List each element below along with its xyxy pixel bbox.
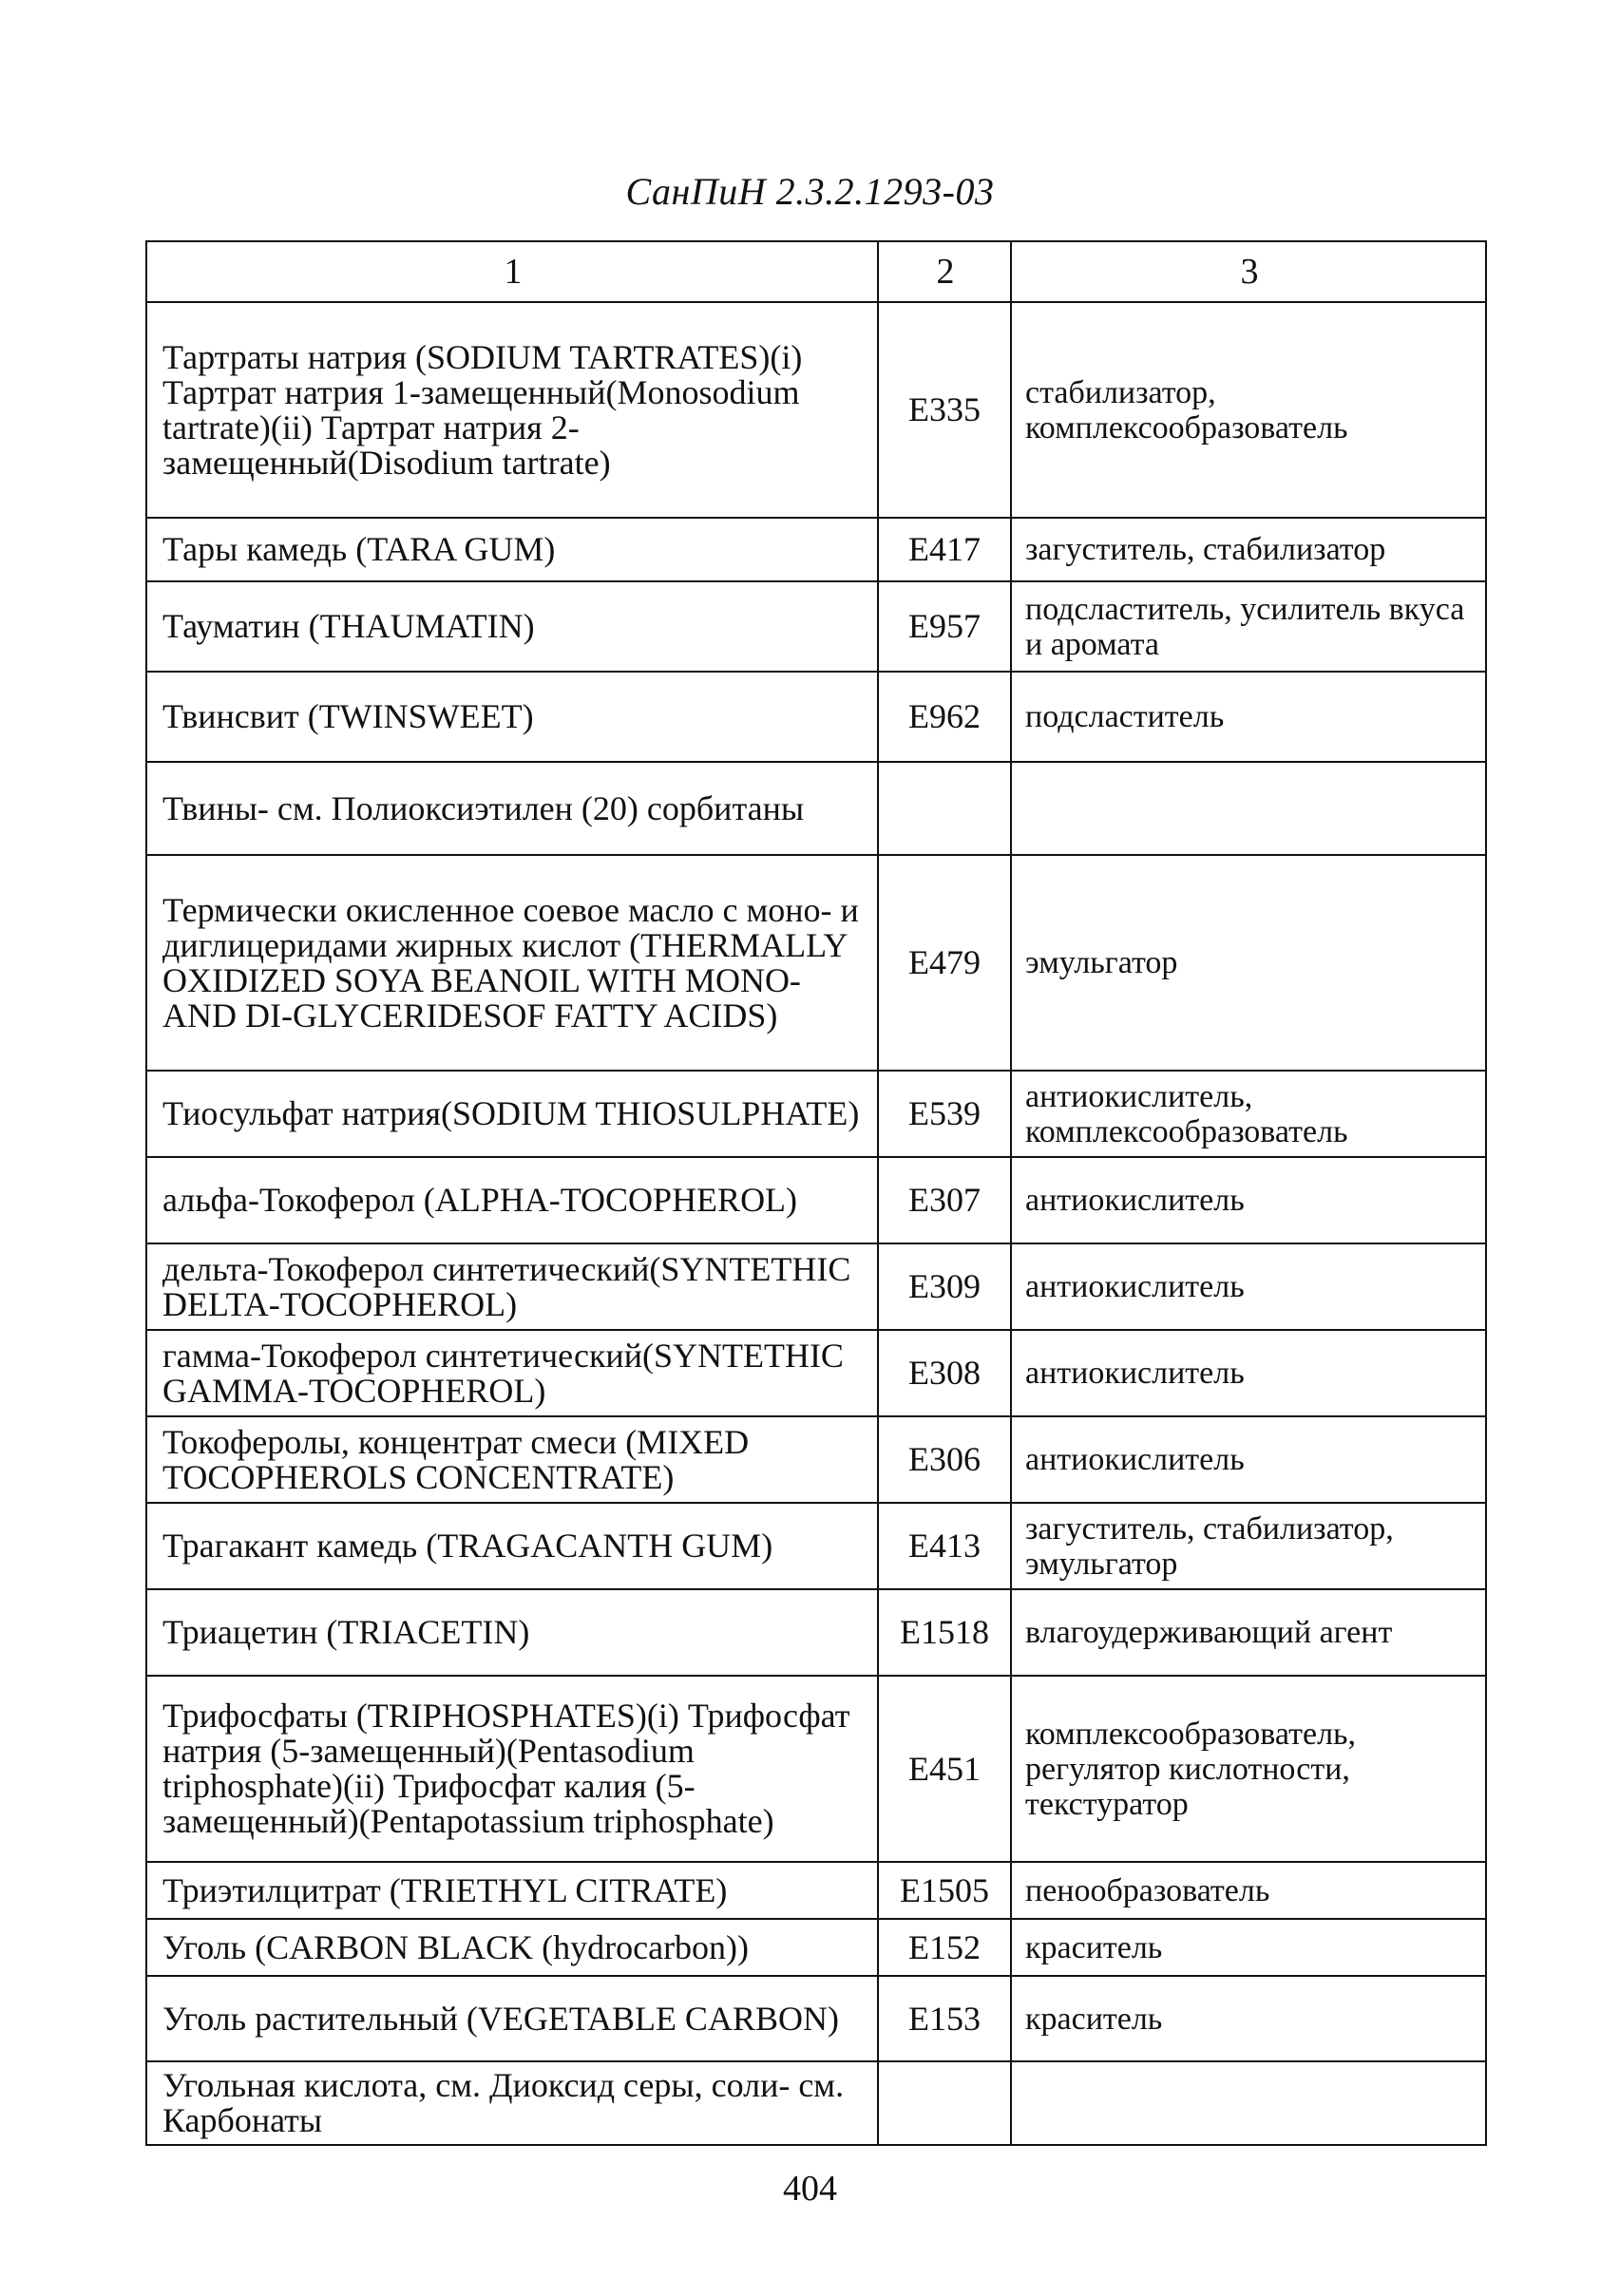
additive-name: Триэтилцитрат (TRIETHYL CITRATE) [146, 1862, 878, 1919]
table-header-row [146, 241, 1486, 302]
additive-function: антиокислитель [1011, 1157, 1486, 1243]
e-code: E539 [878, 1071, 1011, 1157]
table-row [146, 1589, 1486, 1676]
table-row [146, 1416, 1486, 1503]
table-row [146, 302, 1486, 518]
e-code: E413 [878, 1503, 1011, 1589]
table-row [146, 1157, 1486, 1243]
additive-name: Тартраты натрия (SODIUM TARTRATES)(i) Тартрат натрия 1-замещенный(Monosodium tartrate)(ii) Тартрат натрия 2-замещенный(Disodium tartrate) [146, 302, 878, 518]
additive-name: гамма-Токоферол синтетический(SYNTETHIC GAMMA-TOCOPHEROL) [146, 1330, 878, 1416]
additive-name: Твины- см. Полиоксиэтилен (20) сорбитаны [146, 762, 878, 855]
additive-function: подсластитель [1011, 672, 1486, 762]
additive-name: Токоферолы, концентрат смеси (MIXED TOCOPHEROLS CONCENTRATE) [146, 1416, 878, 1503]
additive-function: подсластитель, усилитель вкуса и аромата [1011, 581, 1486, 672]
additive-function: комплексообразователь, регулятор кислотности, текстуратор [1011, 1676, 1486, 1862]
e-code: E957 [878, 581, 1011, 672]
additive-function: краситель [1011, 1976, 1486, 2061]
table-row [146, 762, 1486, 855]
e-code [878, 762, 1011, 855]
e-code: E152 [878, 1919, 1011, 1976]
additives-table [145, 240, 1487, 2146]
additive-name: Угольная кислота, см. Диоксид серы, соли- см. Карбонаты [146, 2061, 878, 2145]
table-row [146, 1862, 1486, 1919]
e-code: E153 [878, 1976, 1011, 2061]
e-code: E307 [878, 1157, 1011, 1243]
additive-name: альфа-Токоферол (ALPHA-TOCOPHEROL) [146, 1157, 878, 1243]
additive-function: влагоудерживающий агент [1011, 1589, 1486, 1676]
e-code: E306 [878, 1416, 1011, 1503]
e-code: E1505 [878, 1862, 1011, 1919]
column-header-3: 3 [1011, 241, 1486, 302]
additive-function: загуститель, стабилизатор, эмульгатор [1011, 1503, 1486, 1589]
additive-function: антиокислитель [1011, 1330, 1486, 1416]
e-code: E335 [878, 302, 1011, 518]
additive-name: Уголь (CARBON BLACK (hydrocarbon)) [146, 1919, 878, 1976]
table-row [146, 855, 1486, 1071]
additive-name: Трифосфаты (TRIPHOSPHATES)(i) Трифосфат натрия (5-замещенный)(Pentasodium triphosphate)(ii) Трифосфат калия (5-замещенный)(Pentapotassium triphosphate) [146, 1676, 878, 1862]
table-row [146, 1503, 1486, 1589]
e-code: E417 [878, 518, 1011, 581]
additive-function: краситель [1011, 1919, 1486, 1976]
additive-function [1011, 2061, 1486, 2145]
page-number: 404 [783, 2169, 837, 2209]
table-row [146, 2061, 1486, 2145]
running-header: СанПиН 2.3.2.1293-03 [625, 170, 995, 213]
table-row [146, 1071, 1486, 1157]
column-header-2: 2 [878, 241, 1011, 302]
additive-function: антиокислитель, комплексообразователь [1011, 1071, 1486, 1157]
additive-name: Трагакант камедь (TRAGACANTH GUM) [146, 1503, 878, 1589]
e-code: E1518 [878, 1589, 1011, 1676]
additive-function: загуститель, стабилизатор [1011, 518, 1486, 581]
e-code: E309 [878, 1243, 1011, 1330]
table-row [146, 672, 1486, 762]
e-code: E308 [878, 1330, 1011, 1416]
additive-name: Термически окисленное соевое масло с моно- и диглицеридами жирных кислот (THERMALLY OXIDIZED SOYA BEANOIL WITH MONO- AND DI-GLYCERIDESOF FATTY ACIDS) [146, 855, 878, 1071]
additive-function [1011, 762, 1486, 855]
additive-name: Уголь растительный (VEGETABLE CARBON) [146, 1976, 878, 2061]
additive-name: Тиосульфат натрия(SODIUM THIOSULPHATE) [146, 1071, 878, 1157]
additive-function: антиокислитель [1011, 1416, 1486, 1503]
table-row [146, 1243, 1486, 1330]
additive-function: пенообразователь [1011, 1862, 1486, 1919]
additive-name: Твинсвит (TWINSWEET) [146, 672, 878, 762]
table-row [146, 1676, 1486, 1862]
e-code: E962 [878, 672, 1011, 762]
column-header-1: 1 [146, 241, 878, 302]
table-row [146, 1919, 1486, 1976]
additive-name: Триацетин (TRIACETIN) [146, 1589, 878, 1676]
e-code: E479 [878, 855, 1011, 1071]
e-code: E451 [878, 1676, 1011, 1862]
additive-name: Тауматин (THAUMATIN) [146, 581, 878, 672]
additive-function: антиокислитель [1011, 1243, 1486, 1330]
table-row [146, 1976, 1486, 2061]
e-code [878, 2061, 1011, 2145]
table-row [146, 518, 1486, 581]
additive-function: стабилизатор, комплексообразователь [1011, 302, 1486, 518]
additive-name: Тары камедь (TARA GUM) [146, 518, 878, 581]
table-row [146, 581, 1486, 672]
table-row [146, 1330, 1486, 1416]
additive-function: эмульгатор [1011, 855, 1486, 1071]
additive-name: дельта-Токоферол синтетический(SYNTETHIC DELTA-TOCOPHEROL) [146, 1243, 878, 1330]
